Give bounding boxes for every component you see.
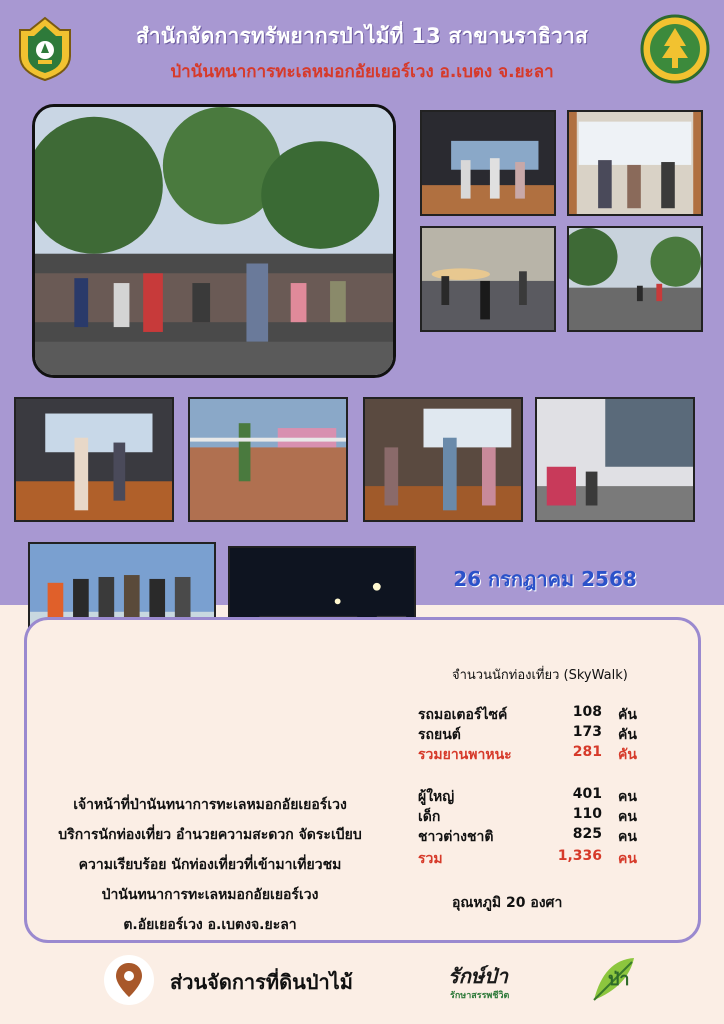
skywalk-interior-photo-2 [567, 110, 703, 216]
skywalk-building-photo [535, 397, 695, 522]
event-date: 26 กรกฎาคม 2568 [453, 567, 637, 591]
rak-pa-logo-subtext: รักษาสรรพชีวิต [450, 991, 510, 1001]
location-pin-badge [104, 955, 154, 1005]
skywalk-hall-photo-1 [14, 397, 174, 522]
stat-row-vehicle-total: รวมยานพาหนะ 281 คัน [418, 744, 637, 763]
footer-office-name: ส่วนจัดการที่ดินป่าไม้ [170, 970, 353, 994]
pa-nantanakarn-logo [584, 950, 660, 1010]
description-line: ต.อัยเยอร์เวง อ.เบตงจ.ยะลา [123, 917, 297, 933]
header-title: สำนักจัดการทรัพยากรป่าไม้ที่ 13 สาขานราธิวาส [135, 24, 589, 48]
rak-pa-logo-text: รักษ์ป่า [448, 964, 508, 988]
skywalk-deck-photo [188, 397, 348, 522]
description-block [30, 790, 390, 940]
description-line: ป่านันทนาการทะเลหมอกอัยเยอร์เวง [101, 887, 319, 903]
location-pin-icon [104, 955, 154, 1005]
description-line: เจ้าหน้าที่ป่านันทนาการทะเลหมอกอัยเยอร์เวง [73, 797, 347, 813]
rak-pa-logo [448, 958, 558, 1008]
skywalk-interior-photo-1 [420, 110, 556, 216]
description-line: ความเรียบร้อย นักท่องเที่ยวที่เข้ามาเที่ยวชม [78, 857, 342, 873]
temperature-text: อุณหภูมิ 20 องศา [452, 895, 563, 911]
forest-department-logo-icon [640, 14, 710, 84]
stat-row-motorcycle: รถมอเตอร์ไซค์ 108 คัน [418, 704, 637, 723]
stat-row-visitor-total: รวม 1,336 คน [418, 848, 637, 867]
sunset-skywalk-photo [420, 226, 556, 332]
pa-logo-text: ป่า [608, 969, 630, 990]
stat-row-car: รถยนต์ 173 คัน [418, 724, 637, 743]
skywalk-hall-photo-2 [363, 397, 523, 522]
stat-row-adult: ผู้ใหญ่ 401 คน [418, 786, 637, 805]
stat-row-child: เด็ก 110 คน [418, 806, 637, 825]
viewpoint-crowd-photo [32, 104, 396, 378]
description-line: บริการนักท่องเที่ยว อำนวยความสะดวก จัดระเบียบ [58, 827, 362, 843]
stats-title: จำนวนนักท่องเที่ยว (SkyWalk) [452, 668, 628, 683]
stat-row-foreigner: ชาวต่างชาติ 825 คน [418, 826, 637, 845]
header-subtitle: ป่านันทนาการทะเลหมอกอัยเยอร์เวง อ.เบตง จ.ยะลา [170, 62, 554, 82]
forest-plaza-photo [567, 226, 703, 332]
department-emblem-icon [16, 16, 74, 82]
